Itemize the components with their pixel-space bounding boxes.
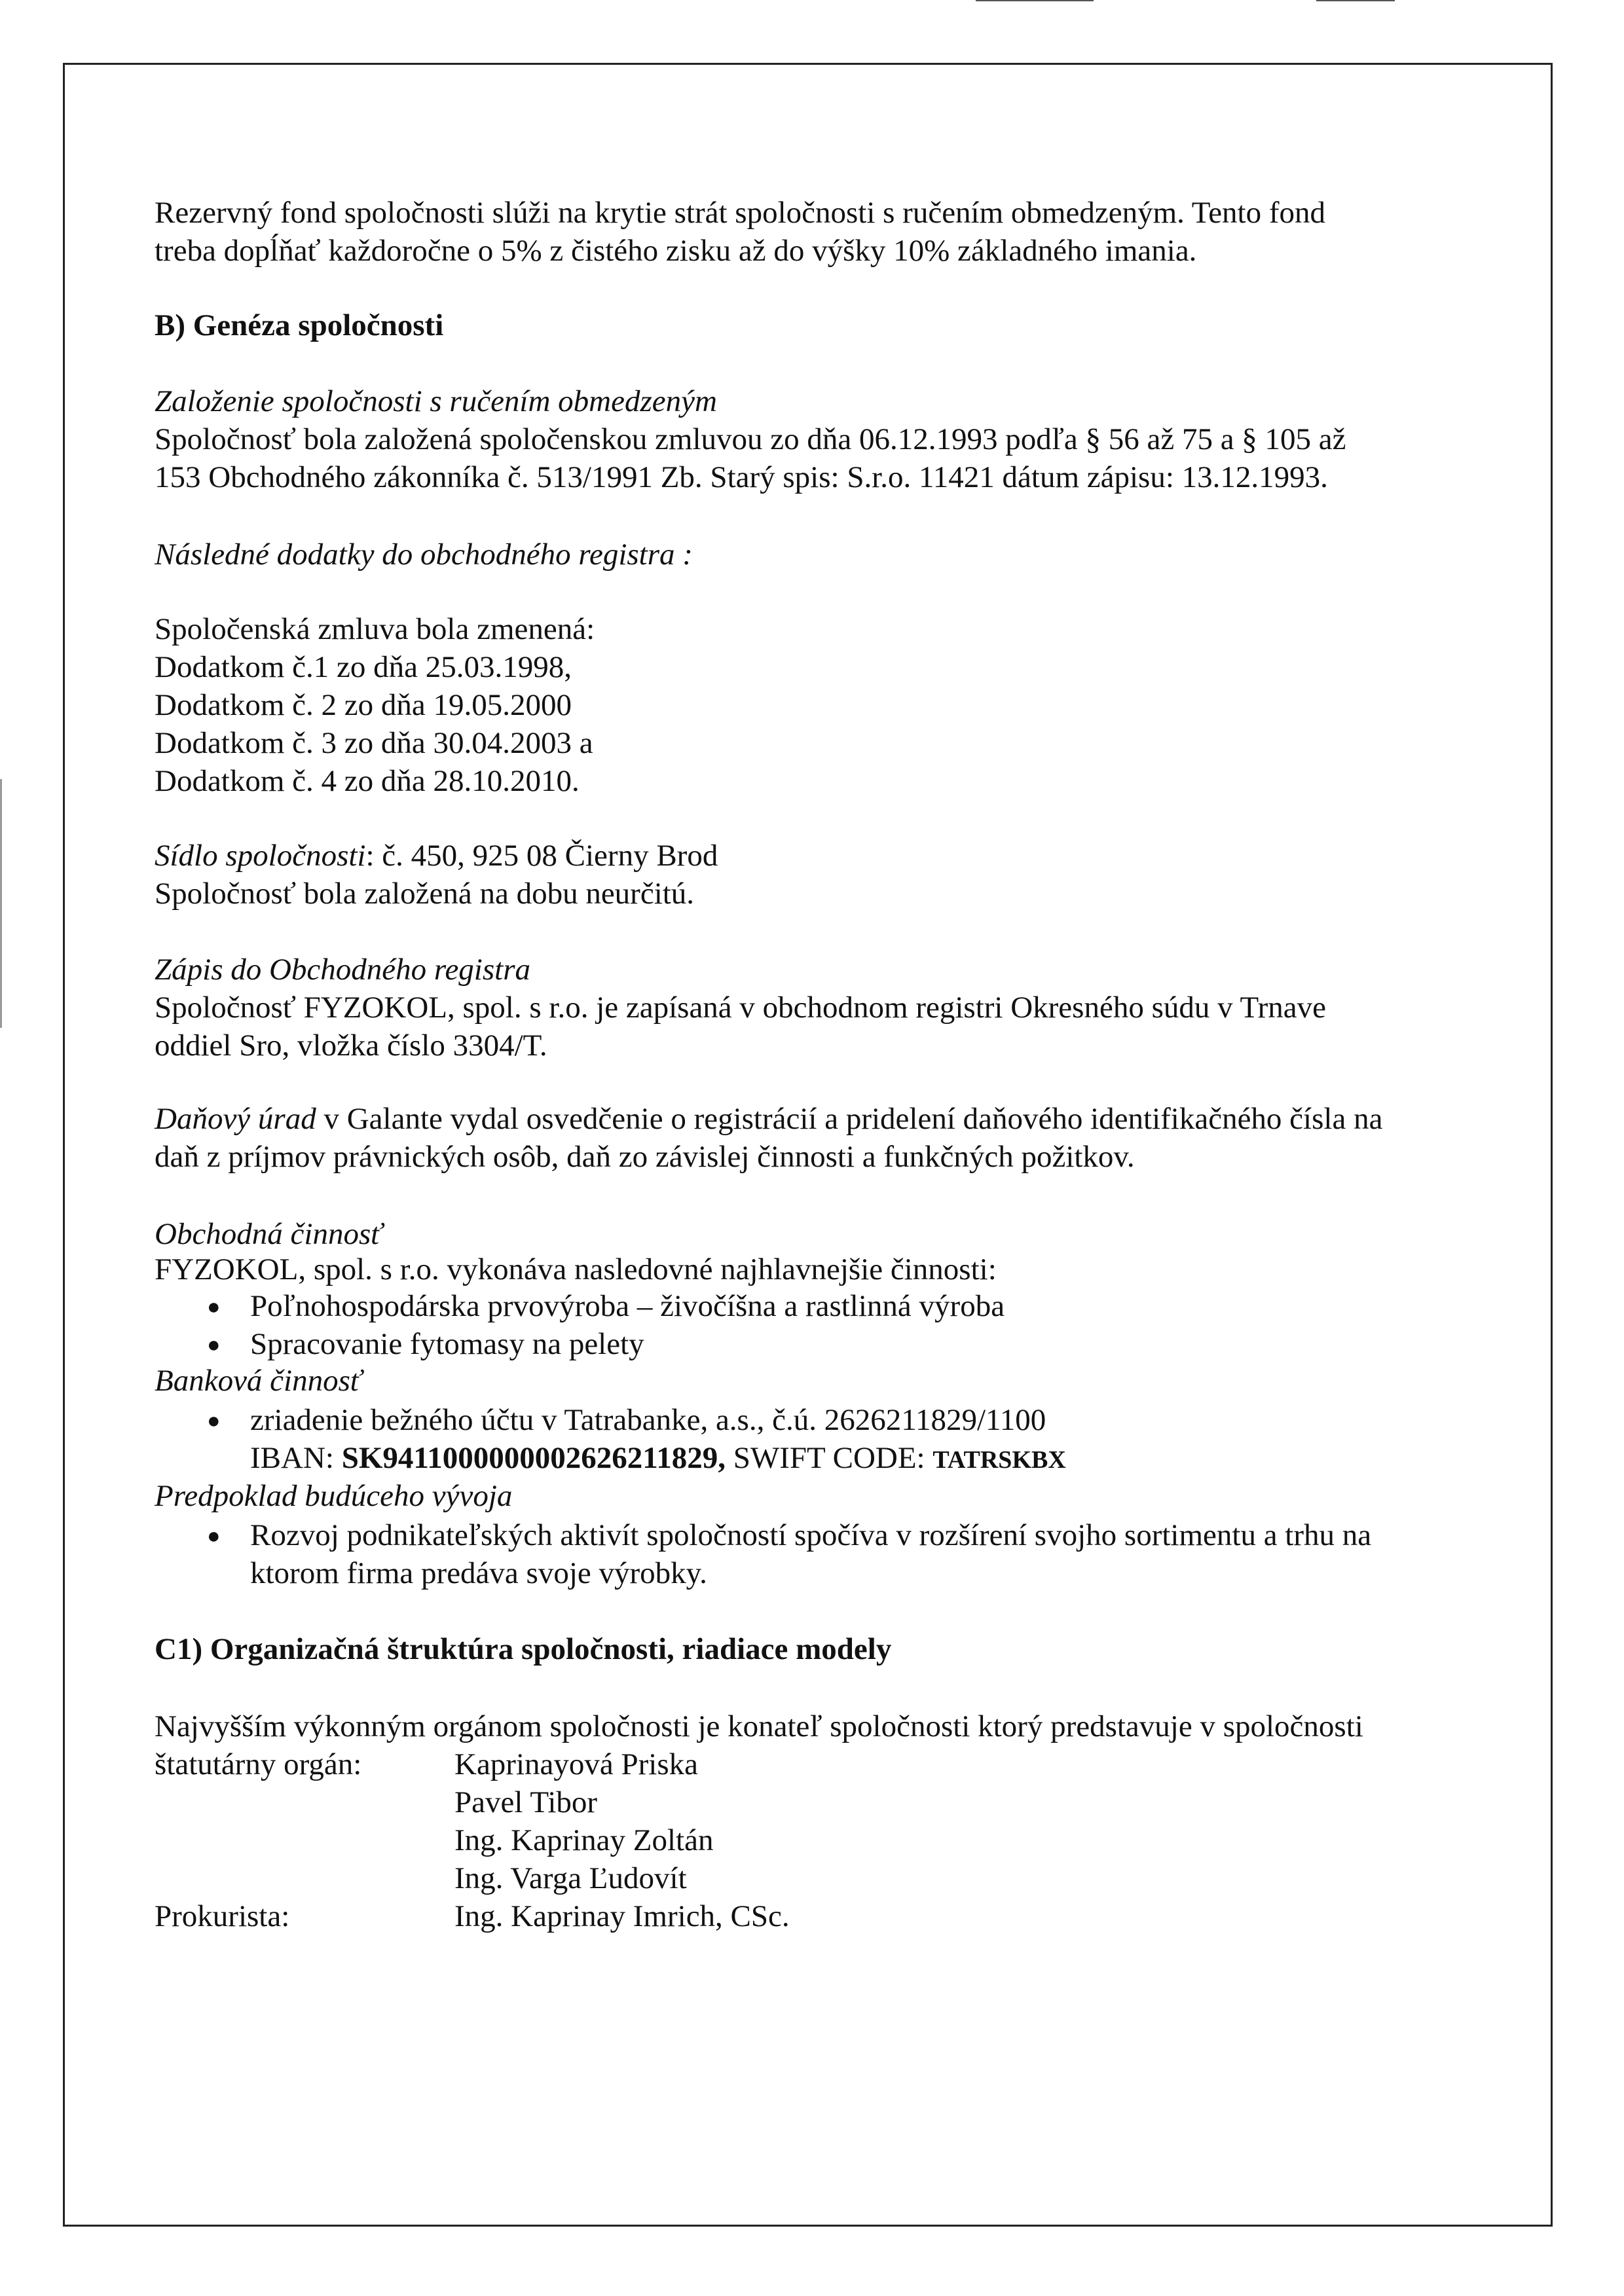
statutory-label: štatutárny orgán:: [155, 1747, 362, 1781]
business-title: Obchodná činnosť: [155, 1217, 382, 1251]
outlook-line-1: Rozvoj podnikateľských aktivít spoločností spočíva v rozšírení svojho sortimentu a trhu na: [250, 1518, 1372, 1552]
register-line-2: oddiel Sro, vložka číslo 3304/T.: [155, 1029, 547, 1063]
statutory-member: Pavel Tibor: [454, 1785, 598, 1819]
register-line-1: Spoločnosť FYZOKOL, spol. s r.o. je zapísaná v obchodnom registri Okresného súdu v Trnave: [155, 991, 1326, 1025]
intro-line-1: Rezervný fond spoločnosti slúži na krytie strát spoločnosti s ručením obmedzeným. Tento fond: [155, 196, 1326, 230]
tax-line-1: [155, 1100, 1382, 1138]
bullet-icon: ●: [207, 1333, 221, 1357]
procurator-label: Prokurista:: [155, 1899, 290, 1933]
swift-value: TATRSKBX: [932, 1446, 1066, 1474]
seat-label: Sídlo spoločnosti: [155, 839, 366, 873]
amendment-item: Dodatkom č. 2 zo dňa 19.05.2000: [155, 688, 572, 722]
amendment-item: Dodatkom č. 4 zo dňa 28.10.2010.: [155, 764, 580, 798]
statutory-member: Kaprinayová Priska: [454, 1747, 698, 1781]
iban-label: IBAN:: [250, 1441, 342, 1475]
business-item: Poľnohospodárska prvovýroba – živočíšna a rastlinná výroba: [250, 1289, 1005, 1323]
tax-line-1-text: v Galante vydal osvedčenie o registrácií a pridelení daňového identifikačného čísla na: [316, 1102, 1383, 1136]
seat-duration: Spoločnosť bola založená na dobu neurčitú.: [155, 877, 695, 911]
outlook-title: Predpoklad budúceho vývoja: [155, 1479, 513, 1513]
banking-account: zriadenie bežného účtu v Tatrabanke, a.s., č.ú. 2626211829/1100: [250, 1403, 1046, 1437]
procurator-name: Ing. Kaprinay Imrich, CSc.: [454, 1899, 790, 1933]
amendments-intro: Spoločenská zmluva bola zmenená:: [155, 612, 595, 646]
bullet-icon: ●: [207, 1295, 221, 1319]
business-item: Spracovanie fytomasy na pelety: [250, 1327, 644, 1361]
section-b-heading: B) Genéza spoločnosti: [155, 308, 444, 342]
c1-intro: Najvyšším výkonným orgánom spoločnosti je konateľ spoločnosti ktorý predstavuje v spoločnosti: [155, 1709, 1363, 1743]
bullet-icon: ●: [207, 1409, 221, 1433]
section-c1-heading: C1) Organizačná štruktúra spoločnosti, riadiace modely: [155, 1632, 892, 1666]
banking-iban-line: [250, 1439, 1066, 1479]
outlook-line-2: ktorom firma predáva svoje výrobky.: [250, 1556, 707, 1590]
register-title: Zápis do Obchodného registra: [155, 953, 531, 987]
iban-value: SK9411000000002626211829,: [341, 1441, 726, 1475]
bullet-icon: ●: [207, 1524, 221, 1548]
seat-line: [155, 837, 718, 875]
banking-title: Banková činnosť: [155, 1364, 361, 1398]
amendment-item: Dodatkom č.1 zo dňa 25.03.1998,: [155, 650, 572, 684]
amendment-item: Dodatkom č. 3 zo dňa 30.04.2003 a: [155, 726, 593, 760]
statutory-member: Ing. Kaprinay Zoltán: [454, 1823, 714, 1857]
founding-line-2: 153 Obchodného zákonníka č. 513/1991 Zb. Starý spis: S.r.o. 11421 dátum zápisu: 13.12.1993.: [155, 460, 1328, 494]
swift-label: SWIFT CODE:: [725, 1441, 933, 1475]
business-intro: FYZOKOL, spol. s r.o. vykonáva nasledovné najhlavnejšie činnosti:: [155, 1252, 997, 1286]
founding-title: Založenie spoločnosti s ručením obmedzeným: [155, 384, 717, 418]
intro-line-2: treba dopĺňať každoročne o 5% z čistého zisku až do výšky 10% základného imania.: [155, 234, 1197, 268]
amendments-title: Následné dodatky do obchodného registra :: [155, 538, 693, 572]
founding-line-1: Spoločnosť bola založená spoločenskou zmluvou zo dňa 06.12.1993 podľa § 56 až 75 a § 105 až: [155, 422, 1346, 456]
seat-value: : č. 450, 925 08 Čierny Brod: [365, 839, 718, 873]
tax-line-2: daň z príjmov právnických osôb, daň zo závislej činnosti a funkčných požitkov.: [155, 1140, 1135, 1174]
tax-label: Daňový úrad: [155, 1102, 316, 1136]
statutory-member: Ing. Varga Ľudovít: [454, 1861, 687, 1895]
